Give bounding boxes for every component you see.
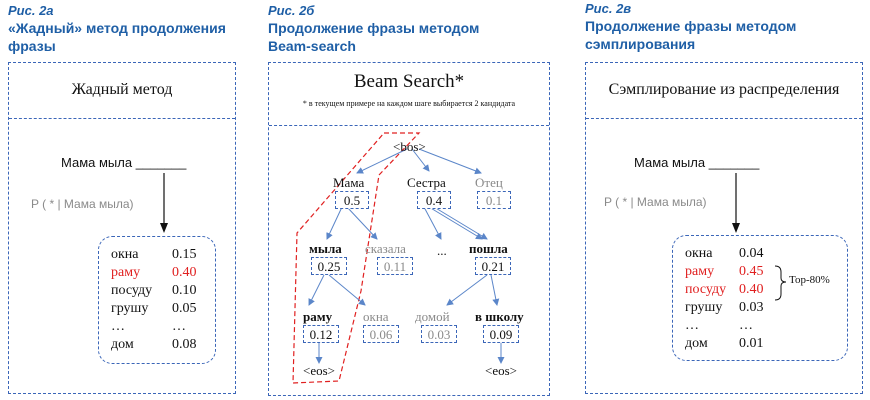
node-word: Отец [475, 175, 503, 190]
table-row-word: дом [685, 336, 708, 351]
table-row-prob-selected: 0.40 [739, 282, 764, 297]
greedy-panel [8, 62, 236, 394]
node-word: в школу [475, 309, 524, 324]
prompt-text: Мама мыла _______ [634, 155, 760, 170]
node-word: раму [303, 309, 333, 324]
table-row-word: грушу [111, 301, 149, 316]
table-row-prob: 0.10 [172, 283, 197, 298]
top-p-label: Top-80% [789, 274, 830, 286]
node-prob: 0.06 [363, 325, 399, 343]
node-prob: 0.1 [477, 191, 511, 209]
table-row-prob: 0.08 [172, 337, 197, 352]
figure-caption-a [8, 2, 248, 55]
table-row-word: окна [111, 247, 139, 262]
panel-title: Beam Search* [353, 71, 465, 92]
table-row-prob-selected: 0.45 [739, 264, 764, 279]
node-prob: 0.25 [311, 257, 347, 275]
table-row-word: … [111, 319, 125, 334]
table-row-word: грушу [685, 300, 723, 315]
figure-caption-b [268, 2, 558, 55]
table-row-prob: 0.03 [739, 300, 764, 315]
table-row-word-selected: посуду [685, 282, 727, 297]
table-row-prob: … [172, 319, 186, 334]
node-prob: 0.4 [417, 191, 451, 209]
eos-token: <eos> [485, 363, 517, 378]
brace-icon [673, 236, 849, 362]
ellipsis: ... [437, 243, 447, 258]
footnote: * в текущем примере на каждом шаге выбирается 2 кандидата [302, 99, 516, 108]
figure-title: Продолжение фразы методом Beam-search [268, 20, 480, 54]
probability-table [98, 236, 216, 364]
table-row-prob: … [739, 318, 753, 333]
node-word: сказала [365, 241, 406, 256]
node-prob: 0.03 [421, 325, 457, 343]
conditional-probability-label: P ( * | Мама мыла) [604, 195, 707, 209]
table-row-prob: 0.15 [172, 247, 197, 262]
table-row-prob: 0.05 [172, 301, 197, 316]
node-word: окна [363, 309, 389, 324]
panel-title: Сэмплирование из распределения [608, 81, 840, 98]
table-row-prob: 0.04 [739, 246, 764, 261]
table-row-prob: 0.01 [739, 336, 764, 351]
figure-caption-c [585, 0, 865, 53]
table-row-prob-selected: 0.40 [172, 265, 197, 280]
node-prob: 0.12 [303, 325, 339, 343]
figure-label: Рис. 2а [8, 3, 54, 18]
node-word: Мама [333, 175, 365, 190]
panel-title: Жадный метод [71, 81, 173, 98]
probability-table [672, 235, 848, 361]
bos-token: <bos> [393, 139, 426, 154]
table-row-word-selected: раму [685, 264, 715, 279]
node-word: пошла [469, 241, 508, 256]
table-row-word-selected: раму [111, 265, 141, 280]
node-prob: 0.5 [335, 191, 369, 209]
table-row-word: окна [685, 246, 713, 261]
table-row-word: посуду [111, 283, 153, 298]
table-row-word: дом [111, 337, 134, 352]
eos-token: <eos> [303, 363, 335, 378]
table-row-word: … [685, 318, 699, 333]
beam-tree-edges [269, 63, 551, 397]
figure-title: Продолжение фразы методом сэмплирования [585, 18, 797, 52]
sampling-panel [585, 62, 863, 394]
node-prob: 0.09 [483, 325, 519, 343]
node-word: мыла [309, 241, 342, 256]
beam-search-panel [268, 62, 550, 396]
prompt-text: Мама мыла _______ [61, 155, 187, 170]
node-prob: 0.21 [475, 257, 511, 275]
node-prob: 0.11 [377, 257, 413, 275]
figure-label: Рис. 2б [268, 3, 315, 18]
node-word: домой [415, 309, 450, 324]
node-word: Сестра [407, 175, 446, 190]
conditional-probability-label: P ( * | Мама мыла) [31, 197, 134, 211]
figure-title: «Жадный» метод продолжения фразы [8, 20, 226, 54]
figure-label: Рис. 2в [585, 1, 632, 16]
